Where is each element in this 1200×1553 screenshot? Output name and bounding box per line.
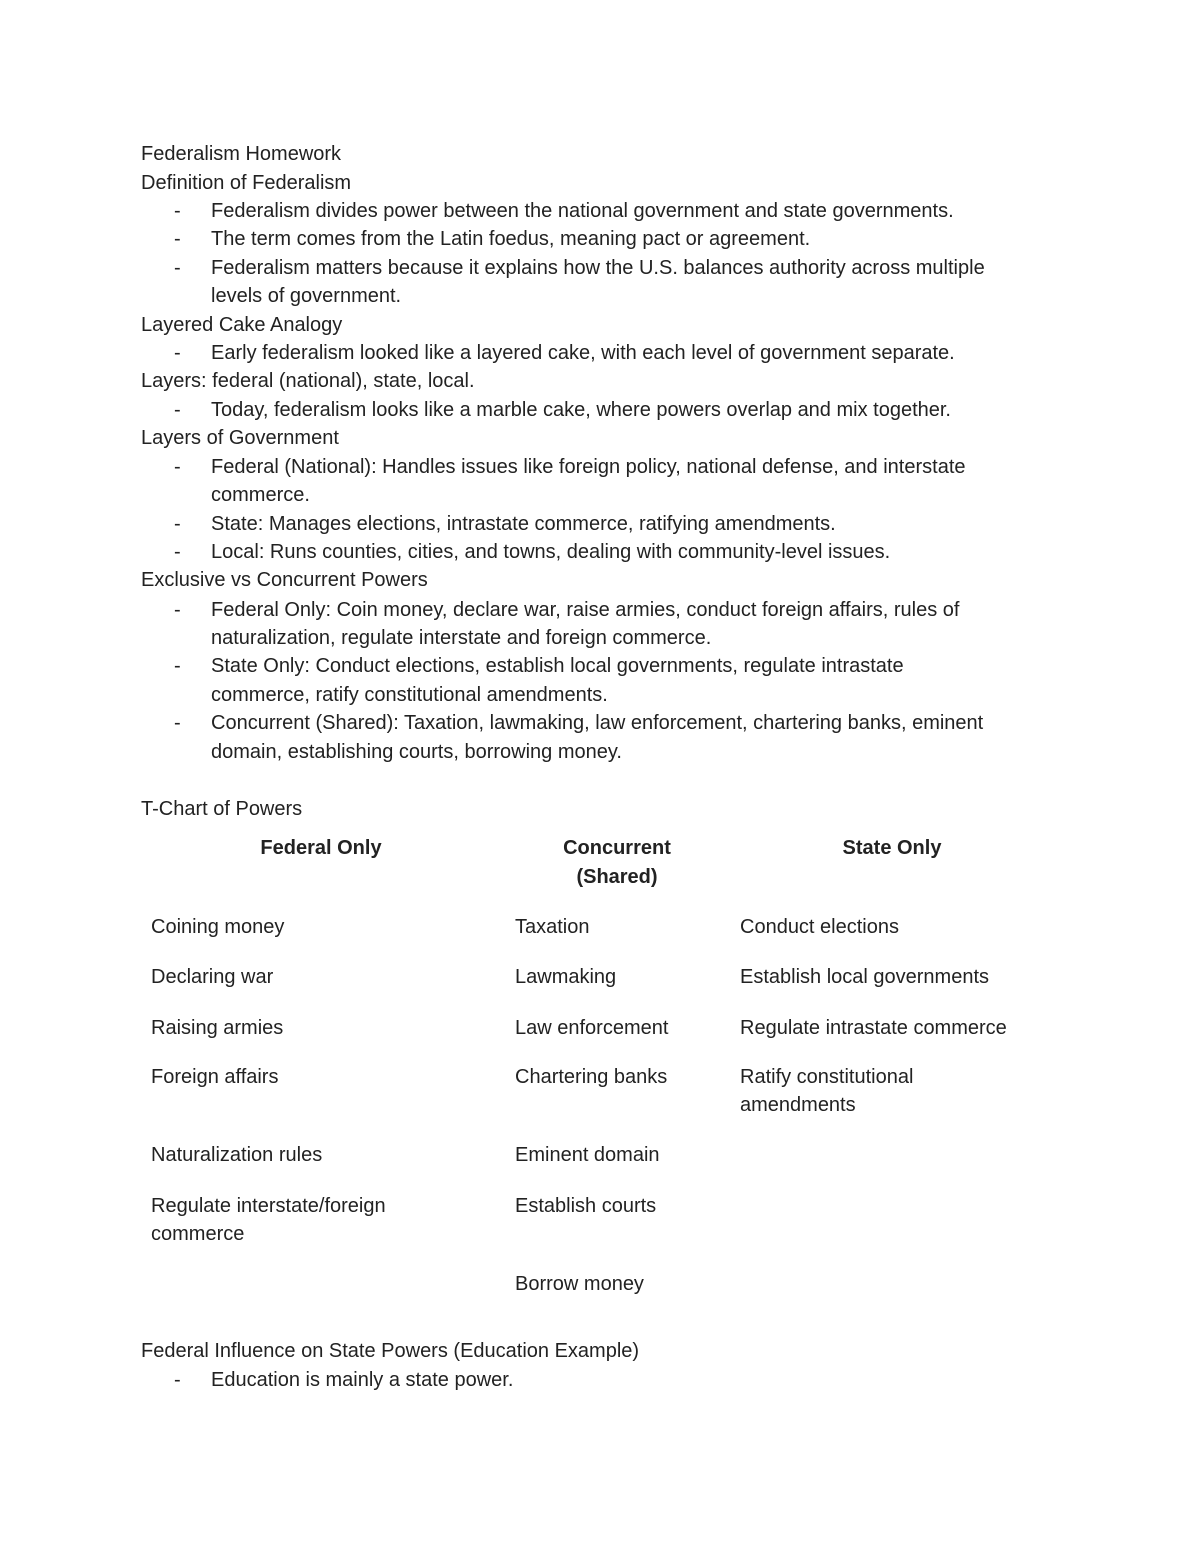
bullet-text: The term comes from the Latin foedus, meaning pact or agreement. [211, 228, 811, 250]
tchart-cell: Establish courts [515, 1195, 657, 1217]
bullet-text: State Only: Conduct elections, establish local governments, regulate intrastate [211, 655, 904, 677]
bullet-text-continued: commerce, ratify constitutional amendments. [211, 684, 608, 706]
document-title: Federalism Homework [141, 143, 342, 165]
tchart-header-concurrent: Concurrent (Shared) [563, 837, 671, 888]
bullet-text: Education is mainly a state power. [211, 1369, 514, 1391]
tchart-cell: Foreign affairs [151, 1066, 279, 1088]
tchart-cell: Borrow money [515, 1273, 644, 1295]
bullet-dash: - [174, 342, 181, 364]
bullet-text: Local: Runs counties, cities, and towns, dealing with community-level issues. [211, 541, 891, 563]
tchart-cell: Lawmaking [515, 966, 617, 988]
bullet-text-continued: naturalization, regulate interstate and foreign commerce. [211, 627, 712, 649]
tchart-cell: Declaring war [151, 966, 274, 988]
tchart-cell: Chartering banks [515, 1066, 668, 1088]
bullet-dash: - [174, 599, 181, 621]
tchart-cell: Coining money [151, 916, 285, 938]
bullet-text: Early federalism looked like a layered cake, with each level of government separate. [211, 342, 955, 364]
bullet-text: Federal (National): Handles issues like foreign policy, national defense, and interstate [211, 456, 966, 478]
tchart-cell: Ratify constitutional amendments [740, 1066, 914, 1117]
section-heading-powers: Exclusive vs Concurrent Powers [141, 569, 428, 591]
bullet-text-continued: domain, establishing courts, borrowing money. [211, 741, 622, 763]
bullet-dash: - [174, 513, 181, 535]
bullet-dash: - [174, 200, 181, 222]
section-heading-layered-cake: Layered Cake Analogy [141, 314, 343, 336]
bullet-text: State: Manages elections, intrastate commerce, ratifying amendments. [211, 513, 836, 535]
bullet-dash: - [174, 655, 181, 677]
bullet-dash: - [174, 1369, 181, 1391]
tchart-header-state: State Only [842, 837, 942, 859]
tchart-cell: Establish local governments [740, 966, 990, 988]
tchart-header-federal: Federal Only [260, 837, 382, 859]
bullet-dash: - [174, 712, 181, 734]
tchart-cell: Conduct elections [740, 916, 899, 938]
tchart-title: T-Chart of Powers [141, 798, 303, 820]
bullet-dash: - [174, 257, 181, 279]
section-heading-definition: Definition of Federalism [141, 172, 352, 194]
tchart-cell: Naturalization rules [151, 1144, 323, 1166]
bullet-dash: - [174, 541, 181, 563]
tchart-cell: Raising armies [151, 1017, 284, 1039]
section-heading-layers: Layers of Government [141, 427, 339, 449]
tchart-cell: Regulate interstate/foreign commerce [151, 1195, 386, 1246]
section-heading-federal-influence: Federal Influence on State Powers (Education Example) [141, 1340, 640, 1362]
bullet-text: Concurrent (Shared): Taxation, lawmaking, law enforcement, chartering banks, eminent [211, 712, 984, 734]
bullet-text-continued: levels of government. [211, 285, 402, 307]
bullet-dash: - [174, 228, 181, 250]
bullet-text: Federalism matters because it explains how the U.S. balances authority across multiple [211, 257, 985, 279]
tchart-cell: Law enforcement [515, 1017, 669, 1039]
bullet-dash: - [174, 456, 181, 478]
bullet-text: Today, federalism looks like a marble cake, where powers overlap and mix together. [211, 399, 951, 421]
tchart-cell: Eminent domain [515, 1144, 660, 1166]
tchart-cell: Taxation [515, 916, 590, 938]
plain-paragraph: Layers: federal (national), state, local. [141, 370, 475, 392]
bullet-text: Federal Only: Coin money, declare war, raise armies, conduct foreign affairs, rules of [211, 599, 960, 621]
bullet-text-continued: commerce. [211, 484, 310, 506]
bullet-dash: - [174, 399, 181, 421]
bullet-text: Federalism divides power between the national government and state governments. [211, 200, 954, 222]
tchart-cell: Regulate intrastate commerce [740, 1017, 1007, 1039]
